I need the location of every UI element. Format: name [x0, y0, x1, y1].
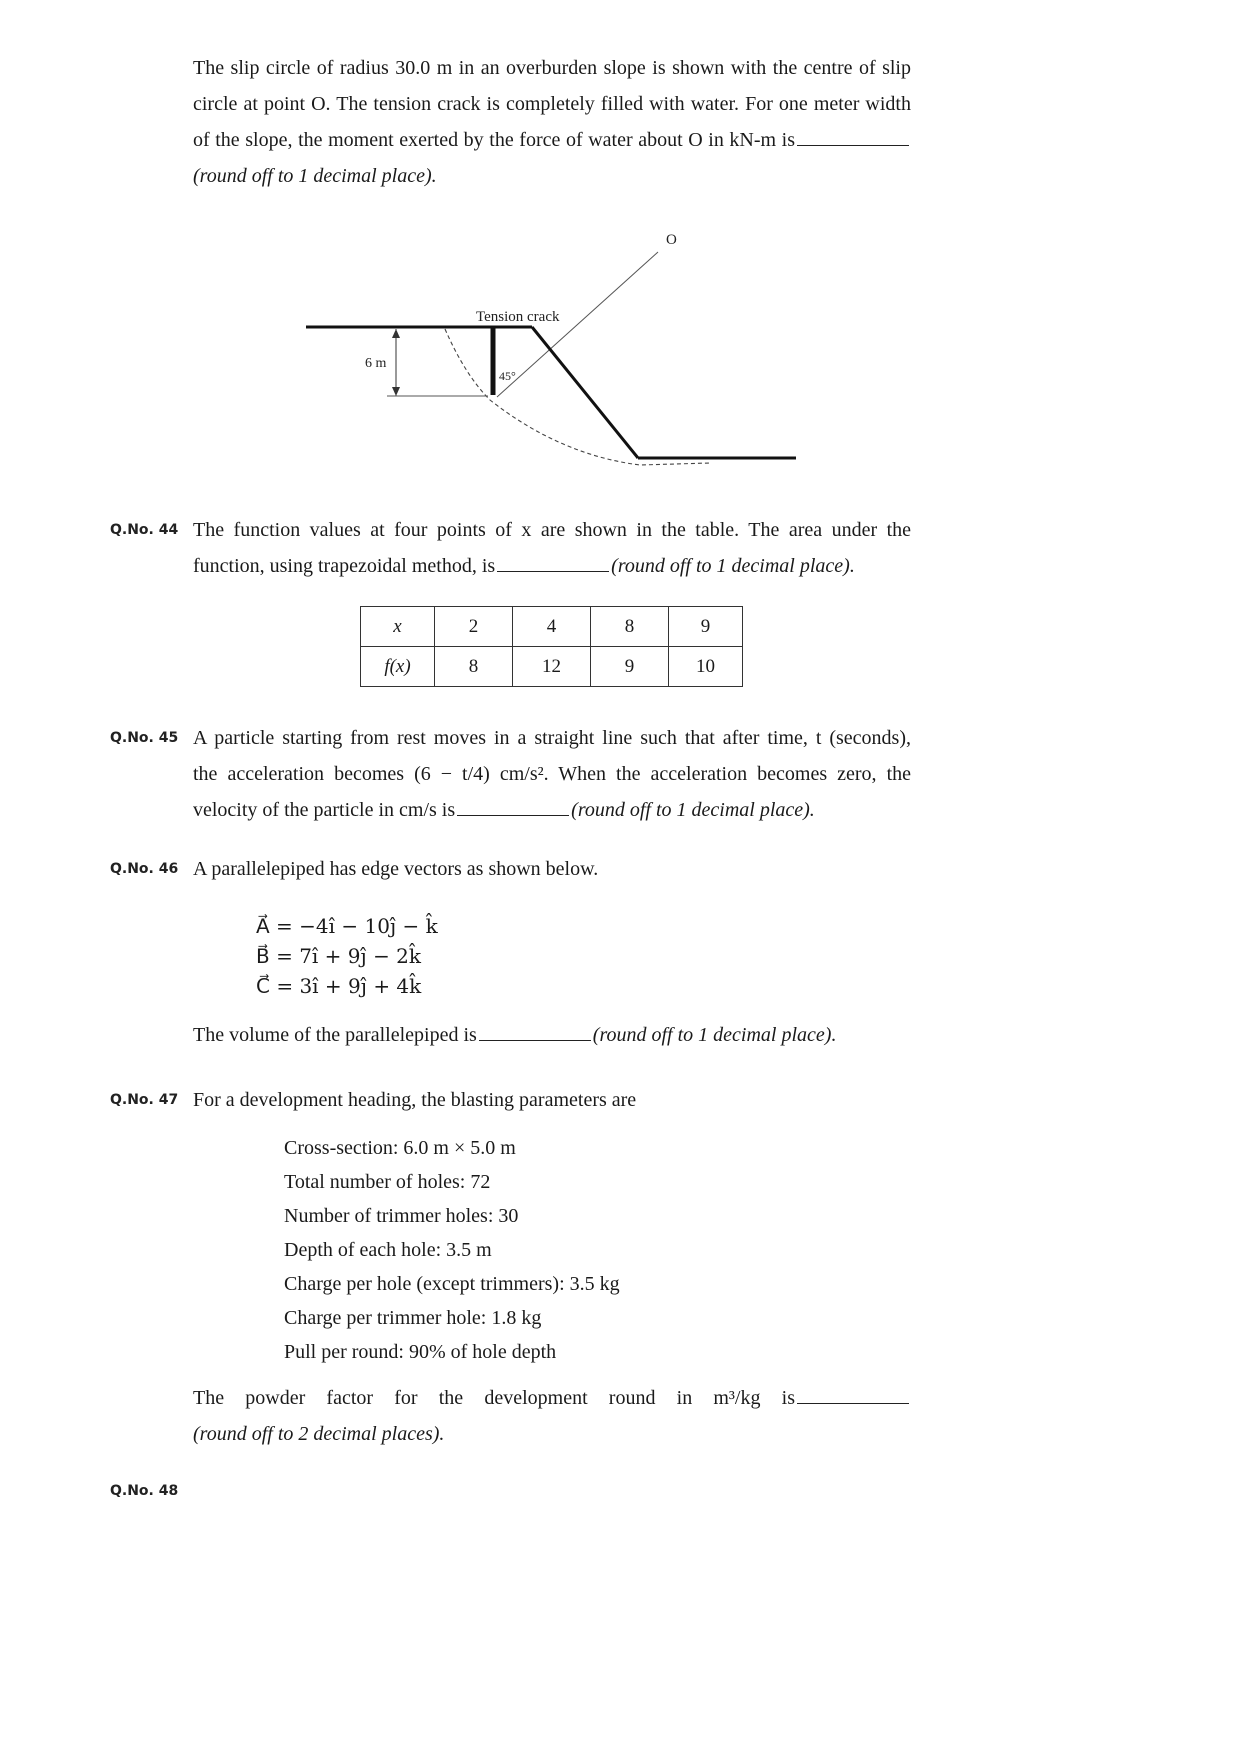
- angle-label: 45°: [499, 369, 516, 383]
- q47-question-text: The powder factor for the development round in m³/kg is: [193, 1387, 795, 1409]
- q45-line-3: [193, 792, 911, 828]
- table-cell: 2: [435, 607, 513, 647]
- table-cell: 4: [513, 607, 591, 647]
- answer-blank: [797, 127, 909, 146]
- parameter-item: Total number of holes: 72: [284, 1171, 491, 1193]
- q46-round-note: (round off to 1 decimal place).: [592, 1024, 837, 1046]
- q47-question-line: [193, 1380, 911, 1416]
- q44-round-note: (round off to 1 decimal place).: [611, 555, 855, 577]
- q45-line-2: the acceleration becomes (6 − t/4) cm/s². When the acceleration becomes zero, the: [193, 763, 911, 785]
- q47-intro-line: For a development heading, the blasting parameters are: [193, 1089, 637, 1111]
- q46-intro-line: A parallelepiped has edge vectors as shown below.: [193, 858, 599, 880]
- q44-text: [193, 512, 911, 584]
- table-cell: 12: [513, 647, 591, 687]
- q46-volume-text: The volume of the parallelepiped is: [193, 1024, 477, 1046]
- point-o-label: O: [666, 232, 677, 248]
- table-header-x: x: [361, 607, 435, 647]
- vector-b: B⃗ = 7î + 9ĵ − 2k̂: [256, 944, 422, 968]
- q47-round-note: (round off to 2 decimal places).: [193, 1423, 445, 1445]
- table-cell: 8: [435, 647, 513, 687]
- q43-round-note: (round off to 1 decimal place).: [193, 165, 437, 187]
- table-cell: 10: [669, 647, 743, 687]
- q45-text: [193, 720, 911, 828]
- parameter-item: Pull per round: 90% of hole depth: [284, 1341, 557, 1363]
- dimension-arrow-bottom: [392, 387, 400, 396]
- slip-circle-arc: [445, 329, 710, 465]
- parameter-item: Cross-section: 6.0 m × 5.0 m: [284, 1137, 516, 1159]
- q43-line-3-text: of the slope, the moment exerted by the force of water about O in kN-m is: [193, 129, 795, 151]
- q44-line-2: [193, 548, 911, 584]
- parameter-item: Charge per hole (except trimmers): 3.5 kg: [284, 1273, 620, 1295]
- table-row-x: [361, 607, 743, 647]
- answer-blank: [479, 1022, 591, 1041]
- question-number-45: Q.No. 45: [110, 730, 179, 746]
- vector-a: A⃗ = −4î − 10ĵ − k̂: [256, 914, 438, 938]
- blasting-parameters: [284, 1131, 620, 1369]
- vector-list: [256, 911, 438, 1001]
- q43-line-1: The slip circle of radius 30.0 m in an overburden slope is shown with the centre of slip: [193, 57, 911, 79]
- table-cell: 9: [591, 647, 669, 687]
- q46-intro: [193, 851, 911, 887]
- parameter-item: Depth of each hole: 3.5 m: [284, 1239, 492, 1261]
- dimension-arrow-top: [392, 329, 400, 338]
- q45-line-3-text: velocity of the particle in cm/s is: [193, 799, 456, 821]
- q45-line-1: A particle starting from rest moves in a straight line such that after time, t (seconds),: [193, 727, 911, 749]
- q43-line-2: circle at point O. The tension crack is completely filled with water. For one meter width: [193, 93, 911, 115]
- q44-line-1: The function values at four points of x are shown in the table. The area under the: [193, 519, 911, 541]
- table-row-fx: [361, 647, 743, 687]
- q43-line-3: [193, 122, 911, 158]
- slope-face: [532, 327, 638, 458]
- q45-round-note: (round off to 1 decimal place).: [571, 799, 815, 821]
- answer-blank: [797, 1385, 909, 1404]
- q47-question: [193, 1380, 911, 1452]
- answer-blank: [497, 553, 609, 572]
- q46-volume-line: [193, 1017, 911, 1053]
- question-number-44: Q.No. 44: [110, 522, 179, 538]
- depth-label: 6 m: [365, 356, 387, 371]
- vector-c: C⃗ = 3î + 9ĵ + 4k̂: [256, 974, 422, 998]
- table-header-fx: f(x): [361, 647, 435, 687]
- parameter-item: Charge per trimmer hole: 1.8 kg: [284, 1307, 542, 1329]
- question-number-47: Q.No. 47: [110, 1092, 179, 1108]
- slip-circle-diagram: [290, 215, 830, 485]
- table-cell: 9: [669, 607, 743, 647]
- q47-intro: [193, 1082, 911, 1118]
- answer-blank: [457, 797, 569, 816]
- q44-line-2-text: function, using trapezoidal method, is: [193, 555, 496, 577]
- tension-crack-label: Tension crack: [476, 309, 560, 325]
- question-number-48: Q.No. 48: [110, 1483, 179, 1499]
- table-cell: 8: [591, 607, 669, 647]
- function-values-table: [360, 606, 743, 687]
- question-number-46: Q.No. 46: [110, 861, 179, 877]
- q46-volume: [193, 1017, 911, 1053]
- parameter-item: Number of trimmer holes: 30: [284, 1205, 519, 1227]
- q43-text: [193, 50, 911, 194]
